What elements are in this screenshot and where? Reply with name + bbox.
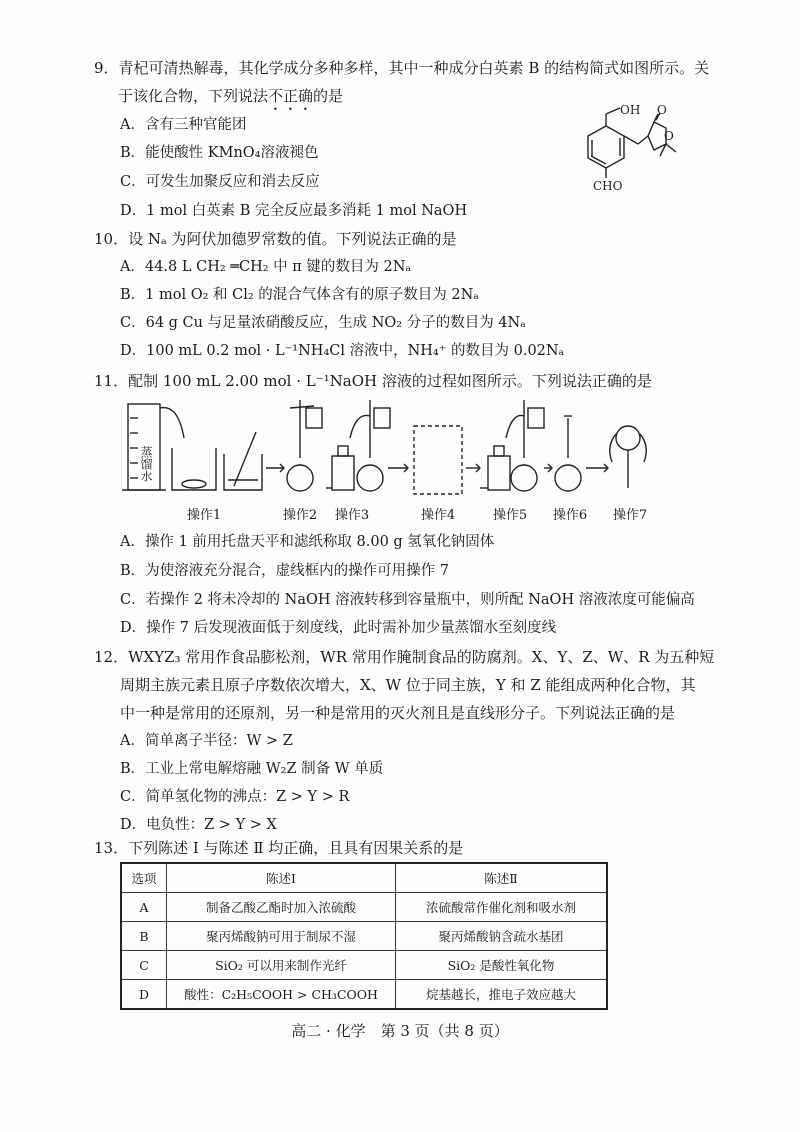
q9-option-c: C．可发生加聚反应和消去反应 [120, 174, 320, 190]
q11-option-c: C．若操作 2 将未冷却的 NaOH 溶液转移到容量瓶中，则所配 NaOH 溶液浓度可能偏高 [120, 592, 695, 608]
q11-op6-caption: 操作6 [552, 508, 588, 523]
q10-option-c: C．64 g Cu 与足量浓硝酸反应，生成 NO₂ 分子的数目为 4Nₐ [120, 315, 526, 331]
q10-option-a: A．44.8 L CH₂ ═CH₂ 中 π 键的数目为 2Nₐ [120, 259, 412, 275]
q11-procedure-diagram [120, 398, 680, 498]
q11-op7-caption: 操作7 [612, 508, 648, 523]
table-row [121, 951, 607, 980]
row-c-statement-2: SiO₂ 是酸性氧化物 [396, 951, 608, 980]
q13-table [120, 862, 608, 1010]
q10-option-d: D．100 mL 0.2 mol · L⁻¹NH₄Cl 溶液中，NH₄⁺ 的数目为 0.02Nₐ [120, 343, 565, 359]
table-row [121, 893, 607, 922]
q9-structure-diagram [560, 103, 680, 198]
q11-option-a: A．操作 1 前用托盘天平和滤纸称取 8.00 g 氢氧化钠固体 [120, 534, 495, 550]
table-row [121, 922, 607, 951]
q11-water-label: 蒸馏水 [139, 446, 153, 482]
q9-emphasis: 不正确 [268, 87, 314, 105]
q9-stem-part3: 的是 [313, 87, 344, 105]
q11-op1-caption: 操作1 [186, 508, 222, 523]
table-row [121, 980, 607, 1010]
q11-op4-caption: 操作4 [420, 508, 456, 523]
q9-option-d: D．1 mol 白英素 B 完全反应最多消耗 1 mol NaOH [120, 203, 468, 219]
row-b-option: B [121, 922, 167, 951]
q12-option-c: C．简单氢化物的沸点：Z > Y > R [120, 789, 350, 805]
q11-op2-caption: 操作2 [282, 508, 318, 523]
row-b-statement-1: 聚丙烯酸钠可用于制尿不湿 [167, 922, 396, 951]
row-d-statement-2: 烷基越长，推电子效应越大 [396, 980, 608, 1010]
q9-ring-o-label: O [664, 129, 674, 143]
q12-stem-line2: 周期主族元素且原子序数依次增大，X、W 位于同主族，Y 和 Z 能组成两种化合物，其 [120, 676, 696, 694]
q11-stem: 11．配制 100 mL 2.00 mol · L⁻¹NaOH 溶液的过程如图所示。下列说法正确的是 [94, 372, 652, 390]
q11-option-d: D．操作 7 后发现液面低于刻度线，此时需补加少量蒸馏水至刻度线 [120, 620, 557, 636]
row-a-statement-2: 浓硫酸常作催化剂和吸水剂 [396, 893, 608, 922]
q9-stem-line2 [118, 86, 343, 114]
row-a-statement-1: 制备乙酸乙酯时加入浓硫酸 [167, 893, 396, 922]
row-a-option: A [121, 893, 167, 922]
row-d-statement-1: 酸性：C₂H₅COOH > CH₃COOH [167, 980, 396, 1010]
row-d-option: D [121, 980, 167, 1010]
header-statement-2: 陈述Ⅱ [396, 863, 608, 893]
q11-op3-caption: 操作3 [334, 508, 370, 523]
q10-stem: 10．设 Nₐ 为阿伏加德罗常数的值。下列说法正确的是 [94, 230, 457, 248]
q12-option-d: D．电负性：Z > Y > X [120, 817, 277, 833]
row-c-statement-1: SiO₂ 可以用来制作光纤 [167, 951, 396, 980]
q12-stem-line1: 12．WXYZ₃ 常用作食品膨松剂，WR 常用作腌制食品的防腐剂。X、Y、Z、W、R 为五种短 [94, 648, 715, 666]
q12-option-b: B．工业上常电解熔融 W₂Z 制备 W 单质 [120, 761, 384, 777]
q9-stem-part1: 于该化合物，下列说法 [118, 87, 269, 105]
q9-oh-label: OH [620, 103, 641, 117]
q11-option-b: B．为使溶液充分混合，虚线框内的操作可用操作 7 [120, 563, 449, 579]
q12-stem-line3: 中一种是常用的还原剂，另一种是常用的灭火剂且是直线形分子。下列说法正确的是 [120, 704, 676, 722]
table-header-row [121, 863, 607, 893]
q11-op5-caption: 操作5 [492, 508, 528, 523]
q12-option-a: A．简单离子半径：W > Z [120, 733, 293, 749]
q9-cho-label: CHO [593, 179, 623, 193]
q9-option-a: A．含有三种官能团 [120, 117, 247, 133]
row-b-statement-2: 聚丙烯酸钠含疏水基团 [396, 922, 608, 951]
q9-option-b: B．能使酸性 KMnO₄溶液褪色 [120, 145, 319, 161]
q9-carbonyl-o-label: O [657, 103, 667, 117]
header-statement-1: 陈述Ⅰ [167, 863, 396, 893]
q9-stem-line1: 9．青杞可清热解毒，其化学成分多种多样，其中一种成分白英素 B 的结构简式如图所示。关 [94, 59, 710, 77]
q13-stem: 13．下列陈述 Ⅰ 与陈述 Ⅱ 均正确，且具有因果关系的是 [94, 839, 464, 857]
row-c-option: C [121, 951, 167, 980]
q10-option-b: B．1 mol O₂ 和 Cl₂ 的混合气体含有的原子数目为 2Nₐ [120, 287, 479, 303]
page-footer: 高二 · 化学 第 3 页（共 8 页） [291, 1022, 509, 1040]
header-option: 选项 [121, 863, 167, 893]
